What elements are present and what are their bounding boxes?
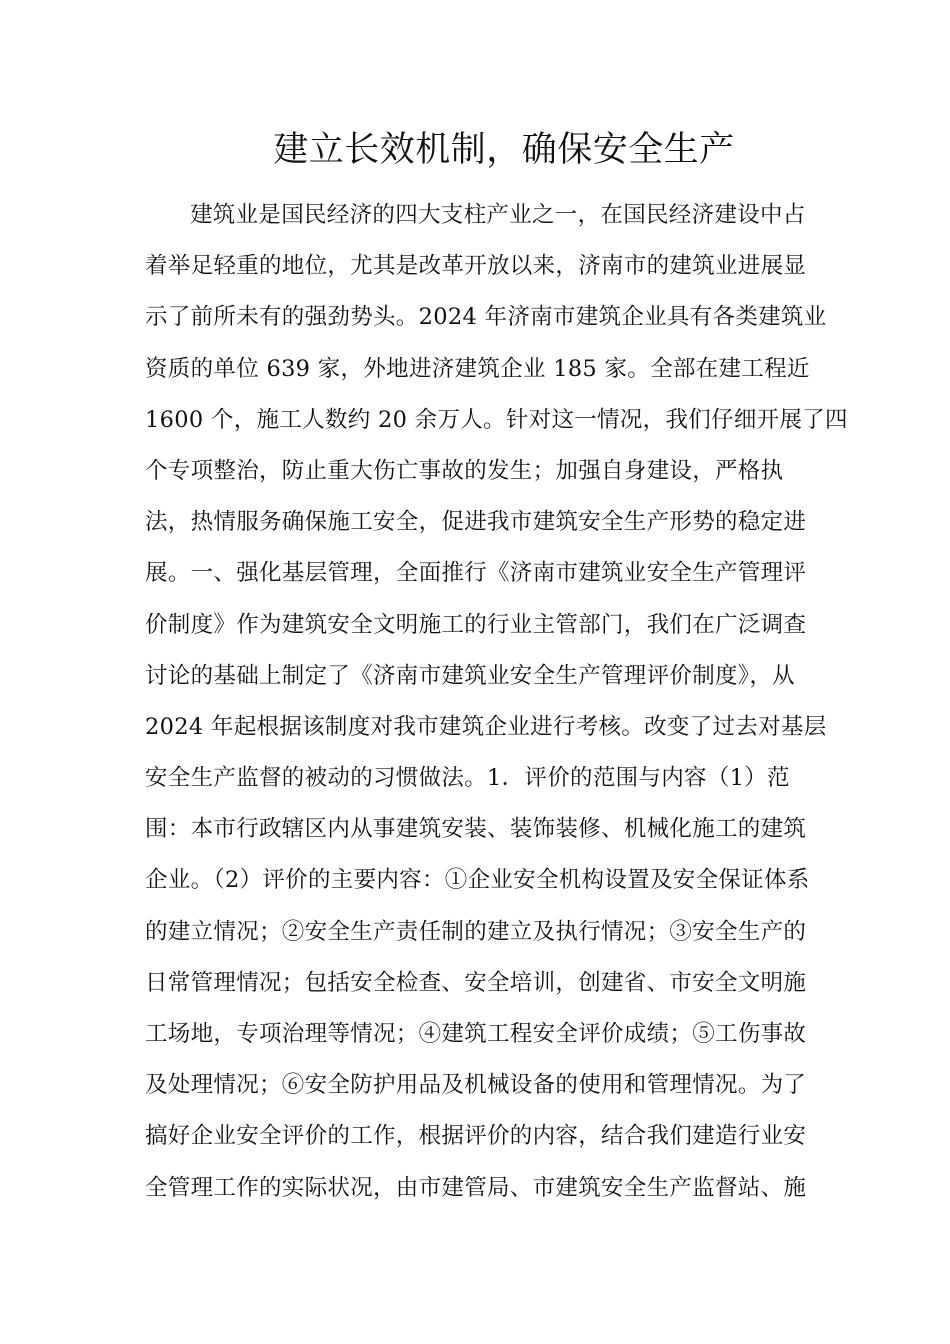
body-line: 建筑业是国民经济的四大支柱产业之一，在国民经济建设中占 <box>190 202 806 228</box>
body-line: 日常管理情况；包括安全检查、安全培训，创建省、市安全文明施 <box>145 969 807 996</box>
body-line: 围：本市行政辖区内从事建筑安装、装饰装修、机械化施工的建筑 <box>145 816 807 843</box>
body-line: 法，热情服务确保施工安全，促进我市建筑安全生产形势的稳定进 <box>145 509 807 536</box>
body-line: 企业。（2）评价的主要内容：①企业安全机构设置及安全保证体系 <box>145 867 810 894</box>
body-line: 示了前所未有的强劲势头。2024 年济南市建筑企业具有各类建筑业 <box>145 304 827 331</box>
body-line: 安全生产监督的被动的习惯做法。1．评价的范围与内容（1）范 <box>145 765 790 792</box>
document-body <box>145 200 848 1224</box>
body-line: 的建立情况；②安全生产责任制的建立及执行情况；③安全生产的 <box>145 918 807 945</box>
body-line: 讨论的基础上制定了《济南市建筑业安全生产管理评价制度》，从 <box>145 662 795 689</box>
body-line: 资质的单位 639 家，外地进济建筑企业 185 家。全部在建工程近 <box>145 355 810 382</box>
body-line: 搞好企业安全评价的工作，根据评价的内容，结合我们建造行业安 <box>145 1123 807 1150</box>
body-line: 展。一、强化基层管理，全面推行《济南市建筑业安全生产管理评 <box>145 560 807 587</box>
body-line: 1600 个，施工人数约 20 余万人。针对这一情况，我们仔细开展了四 <box>145 406 848 433</box>
document-title: 建立长效机制，确保安全生产 <box>273 130 735 170</box>
body-line: 2024 年起根据该制度对我市建筑企业进行考核。改变了过去对基层 <box>145 713 827 740</box>
body-line: 着举足轻重的地位，尤其是改革开放以来，济南市的建筑业进展显 <box>145 253 807 280</box>
body-line: 工场地，专项治理等情况；④建筑工程安全评价成绩；⑤工伤事故 <box>145 1021 807 1047</box>
body-line: 全管理工作的实际状况，由市建管局、市建筑安全生产监督站、施 <box>145 1174 807 1201</box>
body-line: 个专项整治，防止重大伤亡事故的发生；加强自身建设，严格执 <box>145 457 784 484</box>
body-line: 及处理情况；⑥安全防护用品及机械设备的使用和管理情况。为了 <box>145 1072 807 1099</box>
body-line: 价制度》作为建筑安全文明施工的行业主管部门，我们在广泛调查 <box>145 611 807 638</box>
